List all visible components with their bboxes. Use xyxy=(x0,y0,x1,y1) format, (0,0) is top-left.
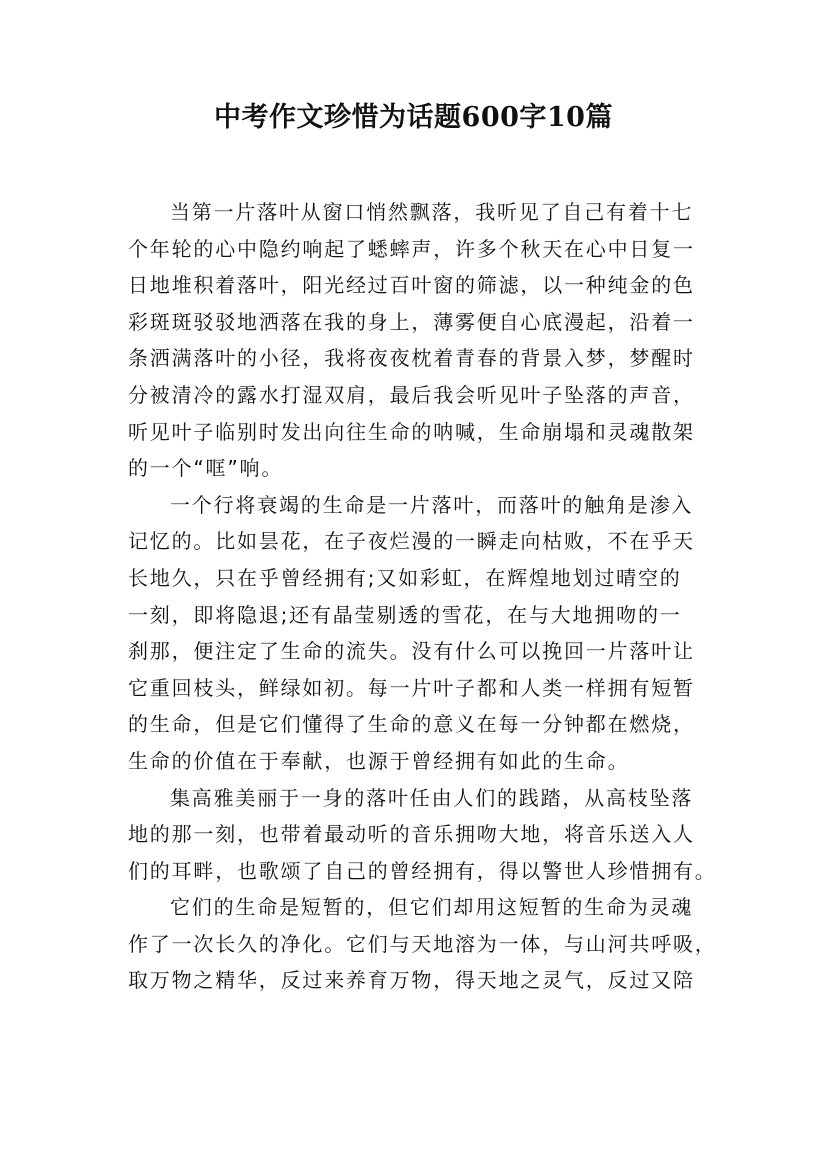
paragraph-1-line-2: 个年轮的心中隐约响起了蟋蟀声，许多个秋天在心中日复一 xyxy=(128,236,695,261)
paragraph-1-line-3: 日地堆积着落叶，阳光经过百叶窗的筛滤，以一种纯金的色 xyxy=(128,273,695,298)
paragraph-1-line-6: 分被清冷的露水打湿双肩，最后我会听见叶子坠落的声音， xyxy=(128,382,695,407)
document-body xyxy=(128,194,717,999)
paragraph-2-line-5: 刹那，便注定了生命的流失。没有什么可以挽回一片落叶让 xyxy=(128,639,695,664)
paragraph-2-line-2: 记忆的。比如昙花，在子夜烂漫的一瞬走向枯败，不在乎天 xyxy=(128,529,695,554)
paragraph-2-line-8: 生命的价值在于奉献，也源于曾经拥有如此的生命。 xyxy=(128,748,630,773)
paragraph-2-line-4: 一刻，即将隐退;还有晶莹剔透的雪花，在与大地拥吻的一 xyxy=(128,602,682,627)
paragraph-1-line-5: 条洒满落叶的小径，我将夜夜枕着青春的背景入梦，梦醒时 xyxy=(128,346,695,371)
paragraph-1-line-4: 彩斑斑驳驳地洒落在我的身上，薄雾便自心底漫起，沿着一 xyxy=(128,309,695,334)
paragraph-4-line-2: 作了一次长久的净化。它们与天地溶为一体，与山河共呼吸， xyxy=(128,931,717,956)
paragraph-2-line-7: 的生命，但是它们懂得了生命的意义在每一分钟都在燃烧， xyxy=(128,712,695,737)
paragraph-3-line-3: 们的耳畔，也歌颂了自己的曾经拥有，得以警世人珍惜拥有。 xyxy=(128,858,717,883)
paragraph-1-line-8: 的一个“哐”响。 xyxy=(128,456,284,481)
document-title: 中考作文珍惜为话题600字10篇 xyxy=(214,102,613,133)
paragraph-1-line-7: 听见叶子临别时发出向往生命的呐喊，生命崩塌和灵魂散架 xyxy=(128,419,695,444)
paragraph-2-line-1: 一个行将衰竭的生命是一片落叶，而落叶的触角是渗入 xyxy=(170,492,694,517)
paragraph-3-line-2: 地的那一刻，也带着最动听的音乐拥吻大地，将音乐送入人 xyxy=(128,822,695,847)
paragraph-4-line-1: 它们的生命是短暂的，但它们却用这短暂的生命为灵魂 xyxy=(170,895,694,920)
paragraph-3-line-1: 集高雅美丽于一身的落叶任由人们的践踏，从高枝坠落 xyxy=(170,785,694,810)
paragraph-1-line-1: 当第一片落叶从窗口悄然飘落，我听见了自己有着十七 xyxy=(170,200,694,224)
paragraph-2-line-6: 它重回枝头，鲜绿如初。每一片叶子都和人类一样拥有短暂 xyxy=(128,675,695,700)
paragraph-4-line-3: 取万物之精华，反过来养育万物，得天地之灵气，反过又陪 xyxy=(128,968,695,993)
paragraph-2-line-3: 长地久，只在乎曾经拥有;又如彩虹，在辉煌地划过晴空的 xyxy=(128,565,682,590)
